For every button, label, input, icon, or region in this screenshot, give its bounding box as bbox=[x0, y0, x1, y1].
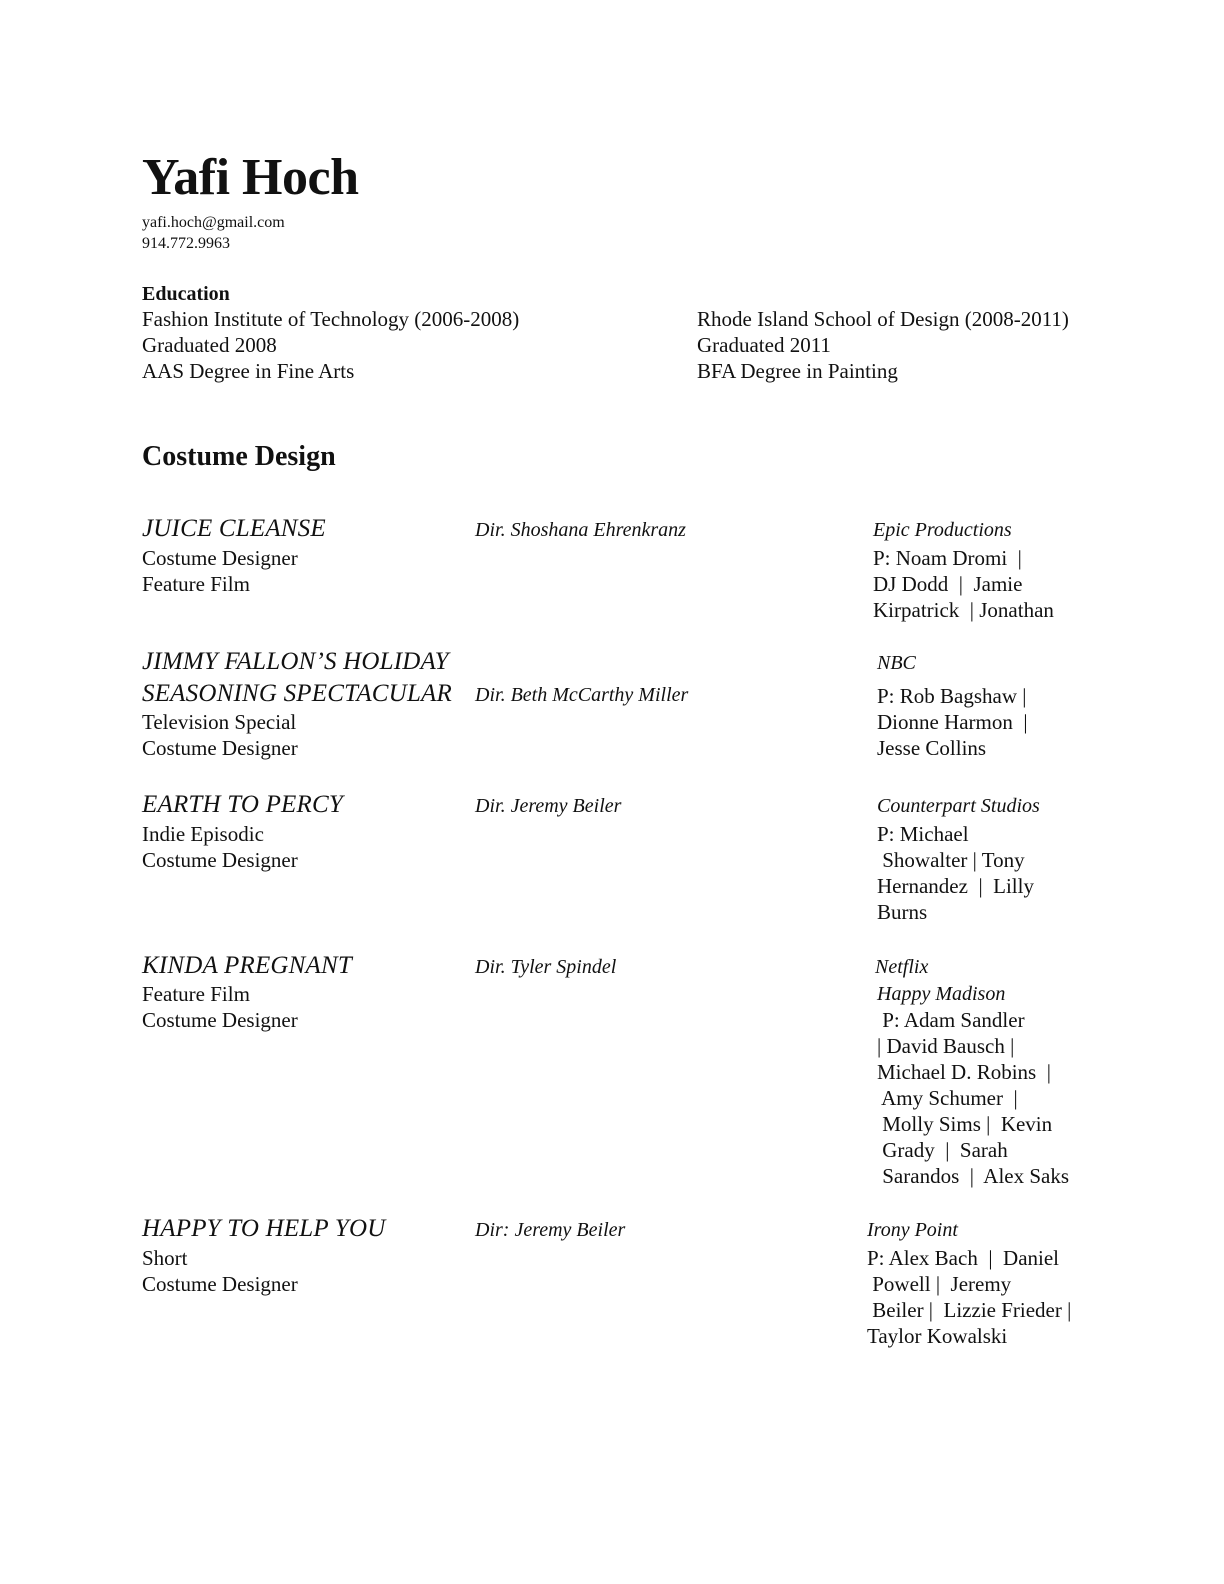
entry-title: JIMMY FALLON’S HOLIDAY SEASONING SPECTACULAR bbox=[142, 648, 452, 707]
entry-producers: P: Michael Showalter | Tony Hernandez | Lilly Burns bbox=[877, 822, 1034, 924]
education-left-graduated: Graduated 2008 bbox=[142, 333, 277, 357]
contact-phone: 914.772.9963 bbox=[142, 235, 230, 252]
entry-role: Feature Film Costume Designer bbox=[142, 982, 298, 1032]
resume-name: Yafi Hoch bbox=[142, 149, 359, 206]
education-heading: Education bbox=[142, 283, 230, 305]
entry-director: Dir: Jeremy Beiler bbox=[475, 1219, 626, 1241]
entry-director: Dir. Tyler Spindel bbox=[475, 956, 617, 978]
education-right-degree: BFA Degree in Painting bbox=[697, 359, 898, 383]
costume-design-heading: Costume Design bbox=[142, 441, 336, 472]
entry-role: Indie Episodic Costume Designer bbox=[142, 822, 298, 872]
education-left-degree: AAS Degree in Fine Arts bbox=[142, 359, 355, 383]
entry-director: Dir. Shoshana Ehrenkranz bbox=[475, 519, 686, 541]
entry-company: Counterpart Studios bbox=[877, 795, 1040, 817]
education-right-school: Rhode Island School of Design (2008-2011) bbox=[697, 307, 1069, 331]
entry-role: Short Costume Designer bbox=[142, 1246, 298, 1296]
entry-role: Television Special Costume Designer bbox=[142, 710, 298, 760]
entry-company: Epic Productions bbox=[873, 519, 1012, 541]
entry-producers: P: Alex Bach | Daniel Powell | Jeremy Beiler | Lizzie Frieder | Taylor Kowalski bbox=[867, 1246, 1072, 1348]
entry-title: JUICE CLEANSE bbox=[142, 515, 326, 542]
entry-company: NBC bbox=[877, 652, 916, 674]
entry-title: HAPPY TO HELP YOU bbox=[142, 1215, 386, 1242]
education-right-graduated: Graduated 2011 bbox=[697, 333, 831, 357]
entry-company: Netflix bbox=[875, 956, 929, 978]
entry-title: KINDA PREGNANT bbox=[142, 952, 352, 979]
entry-producers: P: Adam Sandler | David Bausch | Michael D. Robins | Amy Schumer | Molly Sims | Kevin Grady | Sarah Sarandos | Alex Saks bbox=[877, 1008, 1070, 1188]
entry-role: Costume Designer Feature Film bbox=[142, 546, 298, 596]
entry-director: Dir. Beth McCarthy Miller bbox=[475, 684, 689, 706]
entry-title: EARTH TO PERCY bbox=[142, 791, 343, 818]
entry-director: Dir. Jeremy Beiler bbox=[475, 795, 622, 817]
education-left-school: Fashion Institute of Technology (2006-2008) bbox=[142, 307, 520, 331]
entry-company-secondary: Happy Madison bbox=[877, 983, 1006, 1005]
contact-email: yafi.hoch@gmail.com bbox=[142, 214, 285, 231]
entry-producers: P: Noam Dromi | DJ Dodd | Jamie Kirpatrick | Jonathan bbox=[873, 546, 1054, 622]
entry-producers: P: Rob Bagshaw | Dionne Harmon | Jesse Collins bbox=[877, 684, 1028, 760]
entry-company: Irony Point bbox=[867, 1219, 958, 1241]
